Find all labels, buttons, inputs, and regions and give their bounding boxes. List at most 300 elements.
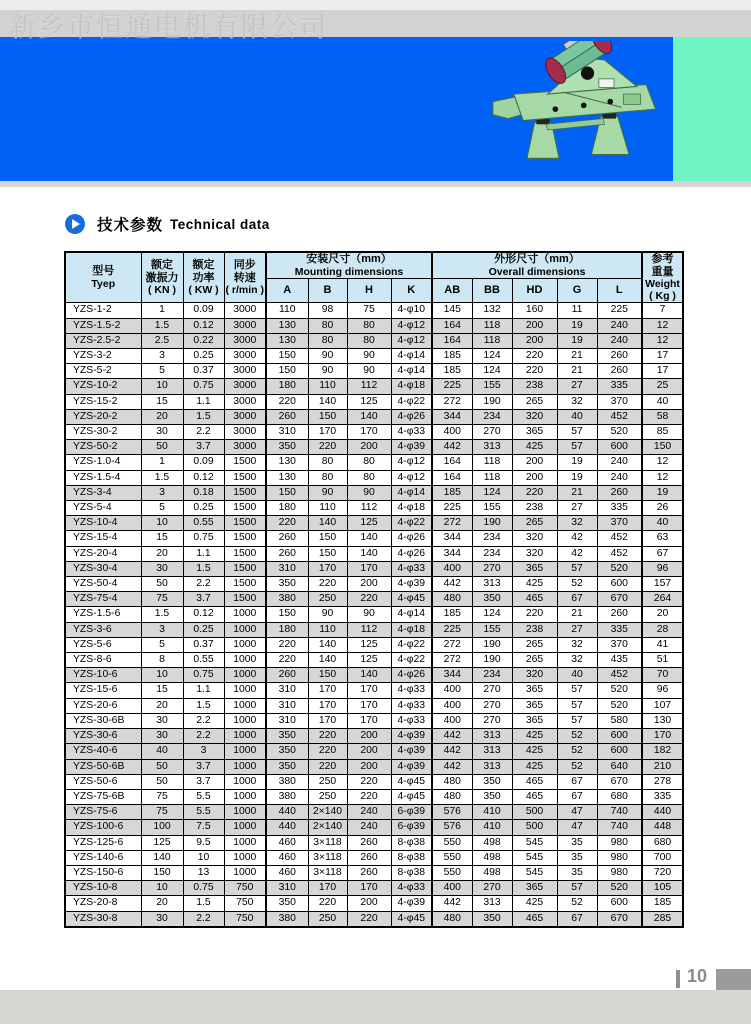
value-cell: 440 — [266, 820, 308, 835]
model-cell: YZS-20-6 — [65, 698, 141, 713]
value-cell: 4-φ12 — [391, 333, 432, 348]
value-cell: 170 — [308, 561, 347, 576]
value-cell: 20 — [141, 546, 183, 561]
value-cell: 220 — [308, 759, 347, 774]
value-cell: 125 — [141, 835, 183, 850]
value-cell: 125 — [347, 394, 391, 409]
value-cell: 670 — [597, 774, 642, 789]
value-cell: 80 — [308, 333, 347, 348]
value-cell: 4-φ22 — [391, 653, 432, 668]
value-cell: 980 — [597, 865, 642, 880]
value-cell: 3 — [183, 744, 224, 759]
value-cell: 335 — [597, 379, 642, 394]
value-cell: 170 — [347, 713, 391, 728]
value-cell: 278 — [642, 774, 683, 789]
value-cell: 200 — [512, 333, 557, 348]
table-row — [65, 394, 683, 409]
value-cell: 140 — [308, 637, 347, 652]
value-cell: 344 — [432, 668, 472, 683]
value-cell: 2.5 — [141, 333, 183, 348]
value-cell: 185 — [432, 349, 472, 364]
value-cell: 480 — [432, 774, 472, 789]
model-cell: YZS-3-2 — [65, 349, 141, 364]
value-cell: 3000 — [224, 394, 266, 409]
value-cell: 1500 — [224, 470, 266, 485]
value-cell: 750 — [224, 911, 266, 927]
value-cell: 260 — [597, 349, 642, 364]
value-cell: 4-φ33 — [391, 683, 432, 698]
value-cell: 185 — [432, 607, 472, 622]
value-cell: 180 — [266, 501, 308, 516]
value-cell: 435 — [597, 653, 642, 668]
value-cell: 4-φ33 — [391, 881, 432, 896]
value-cell: 550 — [432, 835, 472, 850]
value-cell: 190 — [472, 653, 512, 668]
value-cell: 80 — [347, 318, 391, 333]
value-cell: 260 — [266, 409, 308, 424]
value-cell: 150 — [308, 531, 347, 546]
model-cell: YZS-3-4 — [65, 485, 141, 500]
value-cell: 460 — [266, 835, 308, 850]
value-cell: 680 — [642, 835, 683, 850]
value-cell: 42 — [557, 546, 597, 561]
value-cell: 0.75 — [183, 668, 224, 683]
value-cell: 220 — [266, 394, 308, 409]
table-row — [65, 485, 683, 500]
value-cell: 442 — [432, 729, 472, 744]
value-cell: 17 — [642, 349, 683, 364]
value-cell: 320 — [512, 546, 557, 561]
value-cell: 260 — [597, 485, 642, 500]
table-row — [65, 881, 683, 896]
value-cell: 124 — [472, 607, 512, 622]
value-cell: 272 — [432, 637, 472, 652]
value-cell: 1000 — [224, 637, 266, 652]
value-cell: 498 — [472, 865, 512, 880]
value-cell: 425 — [512, 729, 557, 744]
value-cell: 19 — [557, 455, 597, 470]
value-cell: 4-φ39 — [391, 729, 432, 744]
value-cell: 58 — [642, 409, 683, 424]
value-cell: 8 — [141, 653, 183, 668]
value-cell: 2.2 — [183, 577, 224, 592]
value-cell: 270 — [472, 561, 512, 576]
value-cell: 310 — [266, 698, 308, 713]
value-cell: 4-φ39 — [391, 577, 432, 592]
mint-strip — [673, 37, 751, 181]
table-row — [65, 425, 683, 440]
value-cell: 150 — [266, 607, 308, 622]
value-cell: 442 — [432, 440, 472, 455]
model-cell: YZS-8-6 — [65, 653, 141, 668]
value-cell: 260 — [266, 531, 308, 546]
value-cell: 1500 — [224, 561, 266, 576]
value-cell: 10 — [141, 516, 183, 531]
value-cell: 0.09 — [183, 303, 224, 318]
value-cell: 250 — [308, 789, 347, 804]
value-cell: 600 — [597, 744, 642, 759]
value-cell: 145 — [432, 303, 472, 318]
value-cell: 498 — [472, 850, 512, 865]
value-cell: 170 — [308, 698, 347, 713]
value-cell: 1000 — [224, 850, 266, 865]
value-cell: 5.5 — [183, 805, 224, 820]
value-cell: 170 — [347, 683, 391, 698]
value-cell: 40 — [642, 516, 683, 531]
value-cell: 225 — [432, 501, 472, 516]
value-cell: 155 — [472, 622, 512, 637]
model-cell: YZS-100-6 — [65, 820, 141, 835]
value-cell: 310 — [266, 425, 308, 440]
value-cell: 140 — [308, 516, 347, 531]
value-cell: 3000 — [224, 349, 266, 364]
value-cell: 200 — [512, 318, 557, 333]
table-row — [65, 379, 683, 394]
value-cell: 3000 — [224, 440, 266, 455]
value-cell: 10 — [141, 379, 183, 394]
header-sub-K: K — [391, 279, 432, 303]
value-cell: 520 — [597, 881, 642, 896]
value-cell: 110 — [266, 303, 308, 318]
value-cell: 200 — [347, 729, 391, 744]
value-cell: 700 — [642, 850, 683, 865]
value-cell: 225 — [432, 379, 472, 394]
page-number-bar — [676, 970, 680, 988]
value-cell: 313 — [472, 744, 512, 759]
value-cell: 465 — [512, 789, 557, 804]
value-cell: 4-φ12 — [391, 470, 432, 485]
value-cell: 21 — [557, 349, 597, 364]
value-cell: 500 — [512, 820, 557, 835]
header-sub-A: A — [266, 279, 308, 303]
value-cell: 200 — [347, 759, 391, 774]
value-cell: 1 — [141, 303, 183, 318]
value-cell: 96 — [642, 561, 683, 576]
value-cell: 260 — [597, 607, 642, 622]
value-cell: 4-φ45 — [391, 592, 432, 607]
value-cell: 350 — [472, 592, 512, 607]
value-cell: 1000 — [224, 774, 266, 789]
value-cell: 112 — [347, 622, 391, 637]
value-cell: 4-φ39 — [391, 896, 432, 911]
value-cell: 26 — [642, 501, 683, 516]
value-cell: 452 — [597, 546, 642, 561]
value-cell: 225 — [597, 303, 642, 318]
value-cell: 576 — [432, 820, 472, 835]
value-cell: 3000 — [224, 364, 266, 379]
value-cell: 220 — [347, 911, 391, 927]
value-cell: 1500 — [224, 485, 266, 500]
value-cell: 442 — [432, 744, 472, 759]
value-cell: 260 — [266, 546, 308, 561]
value-cell: 28 — [642, 622, 683, 637]
value-cell: 150 — [308, 668, 347, 683]
value-cell: 480 — [432, 592, 472, 607]
value-cell: 220 — [512, 364, 557, 379]
value-cell: 1000 — [224, 865, 266, 880]
value-cell: 272 — [432, 653, 472, 668]
value-cell: 425 — [512, 440, 557, 455]
value-cell: 80 — [347, 333, 391, 348]
value-cell: 2×140 — [308, 805, 347, 820]
value-cell: 110 — [308, 379, 347, 394]
value-cell: 180 — [266, 622, 308, 637]
table-row — [65, 333, 683, 348]
play-icon — [65, 214, 85, 234]
value-cell: 2×140 — [308, 820, 347, 835]
value-cell: 17 — [642, 364, 683, 379]
value-cell: 90 — [347, 349, 391, 364]
value-cell: 9.5 — [183, 835, 224, 850]
value-cell: 155 — [472, 379, 512, 394]
value-cell: 4-φ22 — [391, 394, 432, 409]
value-cell: 67 — [557, 789, 597, 804]
value-cell: 440 — [266, 805, 308, 820]
header-group-mounting: 安装尺寸（mm） Mounting dimensions — [266, 252, 432, 279]
value-cell: 272 — [432, 516, 472, 531]
value-cell: 1000 — [224, 653, 266, 668]
value-cell: 4-φ14 — [391, 349, 432, 364]
value-cell: 0.37 — [183, 364, 224, 379]
header-weight: 参考 重量 Weight ( Kg ) — [642, 252, 683, 303]
value-cell: 350 — [472, 911, 512, 927]
header-group-overall: 外形尺寸（mm） Overall dimensions — [432, 252, 642, 279]
value-cell: 11 — [557, 303, 597, 318]
value-cell: 1.1 — [183, 546, 224, 561]
value-cell: 75 — [141, 789, 183, 804]
value-cell: 125 — [347, 516, 391, 531]
value-cell: 124 — [472, 349, 512, 364]
value-cell: 19 — [557, 333, 597, 348]
table-row — [65, 865, 683, 880]
table-row — [65, 820, 683, 835]
value-cell: 27 — [557, 622, 597, 637]
value-cell: 265 — [512, 637, 557, 652]
value-cell: 118 — [472, 455, 512, 470]
section-title-en: Technical data — [170, 216, 270, 232]
value-cell: 155 — [472, 501, 512, 516]
value-cell: 12 — [642, 318, 683, 333]
value-cell: 400 — [432, 425, 472, 440]
footer-corner-block — [716, 969, 751, 990]
value-cell: 313 — [472, 440, 512, 455]
value-cell: 90 — [308, 349, 347, 364]
value-cell: 350 — [266, 577, 308, 592]
value-cell: 140 — [141, 850, 183, 865]
value-cell: 3000 — [224, 379, 266, 394]
value-cell: 740 — [597, 805, 642, 820]
table-row — [65, 622, 683, 637]
table-row — [65, 364, 683, 379]
value-cell: 52 — [557, 896, 597, 911]
value-cell: 150 — [642, 440, 683, 455]
value-cell: 264 — [642, 592, 683, 607]
value-cell: 0.75 — [183, 531, 224, 546]
value-cell: 4-φ12 — [391, 455, 432, 470]
header-sub-HD: HD — [512, 279, 557, 303]
value-cell: 313 — [472, 729, 512, 744]
value-cell: 240 — [597, 333, 642, 348]
value-cell: 365 — [512, 881, 557, 896]
value-cell: 1.5 — [183, 698, 224, 713]
value-cell: 465 — [512, 774, 557, 789]
value-cell: 118 — [472, 333, 512, 348]
value-cell: 13 — [183, 865, 224, 880]
value-cell: 310 — [266, 881, 308, 896]
table-row — [65, 713, 683, 728]
value-cell: 425 — [512, 577, 557, 592]
model-cell: YZS-1.5-6 — [65, 607, 141, 622]
header-excitation-force: 额定 激振力 ( KN ) — [141, 252, 183, 303]
value-cell: 41 — [642, 637, 683, 652]
value-cell: 8-φ38 — [391, 835, 432, 850]
value-cell: 480 — [432, 911, 472, 927]
value-cell: 238 — [512, 501, 557, 516]
value-cell: 980 — [597, 850, 642, 865]
value-cell: 1500 — [224, 546, 266, 561]
value-cell: 50 — [141, 774, 183, 789]
value-cell: 5 — [141, 501, 183, 516]
value-cell: 452 — [597, 409, 642, 424]
value-cell: 220 — [266, 516, 308, 531]
value-cell: 3000 — [224, 303, 266, 318]
value-cell: 98 — [308, 303, 347, 318]
value-cell: 240 — [347, 820, 391, 835]
value-cell: 4-φ26 — [391, 546, 432, 561]
value-cell: 52 — [557, 759, 597, 774]
value-cell: 240 — [597, 455, 642, 470]
value-cell: 170 — [308, 425, 347, 440]
value-cell: 40 — [557, 409, 597, 424]
value-cell: 0.22 — [183, 333, 224, 348]
value-cell: 32 — [557, 394, 597, 409]
value-cell: 4-φ33 — [391, 698, 432, 713]
value-cell: 4-φ26 — [391, 409, 432, 424]
value-cell: 220 — [512, 485, 557, 500]
value-cell: 124 — [472, 485, 512, 500]
value-cell: 0.75 — [183, 881, 224, 896]
vibrating-screen-machine-image — [489, 41, 669, 165]
value-cell: 30 — [141, 561, 183, 576]
value-cell: 170 — [347, 561, 391, 576]
value-cell: 25 — [642, 379, 683, 394]
value-cell: 57 — [557, 713, 597, 728]
value-cell: 1.5 — [141, 318, 183, 333]
value-cell: 8-φ38 — [391, 865, 432, 880]
value-cell: 465 — [512, 592, 557, 607]
value-cell: 30 — [141, 911, 183, 927]
value-cell: 51 — [642, 653, 683, 668]
value-cell: 21 — [557, 485, 597, 500]
value-cell: 140 — [308, 394, 347, 409]
value-cell: 4-φ39 — [391, 759, 432, 774]
value-cell: 460 — [266, 850, 308, 865]
value-cell: 190 — [472, 637, 512, 652]
value-cell: 67 — [557, 911, 597, 927]
value-cell: 4-φ26 — [391, 531, 432, 546]
model-cell: YZS-10-6 — [65, 668, 141, 683]
value-cell: 50 — [141, 759, 183, 774]
value-cell: 1000 — [224, 729, 266, 744]
value-cell: 365 — [512, 698, 557, 713]
model-cell: YZS-20-2 — [65, 409, 141, 424]
company-title: 新乡市恒通电机有限公司 — [9, 12, 328, 42]
value-cell: 57 — [557, 683, 597, 698]
value-cell: 19 — [557, 470, 597, 485]
value-cell: 1500 — [224, 501, 266, 516]
value-cell: 52 — [557, 744, 597, 759]
model-cell: YZS-75-6 — [65, 805, 141, 820]
value-cell: 310 — [266, 713, 308, 728]
value-cell: 640 — [597, 759, 642, 774]
value-cell: 4-φ14 — [391, 607, 432, 622]
value-cell: 140 — [347, 531, 391, 546]
value-cell: 335 — [597, 501, 642, 516]
value-cell: 238 — [512, 379, 557, 394]
value-cell: 35 — [557, 835, 597, 850]
value-cell: 4-φ18 — [391, 379, 432, 394]
value-cell: 250 — [308, 774, 347, 789]
value-cell: 425 — [512, 896, 557, 911]
header-sub-B: B — [308, 279, 347, 303]
value-cell: 320 — [512, 668, 557, 683]
table-row — [65, 516, 683, 531]
value-cell: 40 — [557, 668, 597, 683]
value-cell: 190 — [472, 394, 512, 409]
value-cell: 130 — [266, 455, 308, 470]
model-cell: YZS-30-2 — [65, 425, 141, 440]
model-cell: YZS-20-8 — [65, 896, 141, 911]
value-cell: 35 — [557, 865, 597, 880]
value-cell: 225 — [432, 622, 472, 637]
value-cell: 1500 — [224, 455, 266, 470]
value-cell: 32 — [557, 637, 597, 652]
table-row — [65, 637, 683, 652]
value-cell: 4-φ14 — [391, 485, 432, 500]
value-cell: 4-φ22 — [391, 516, 432, 531]
model-cell: YZS-50-6B — [65, 759, 141, 774]
value-cell: 3000 — [224, 333, 266, 348]
value-cell: 75 — [347, 303, 391, 318]
value-cell: 75 — [141, 805, 183, 820]
value-cell: 234 — [472, 409, 512, 424]
value-cell: 150 — [141, 865, 183, 880]
value-cell: 265 — [512, 394, 557, 409]
value-cell: 270 — [472, 713, 512, 728]
header-sync-speed: 同步 转速 ( r/min ) — [224, 252, 266, 303]
value-cell: 150 — [308, 546, 347, 561]
model-cell: YZS-150-6 — [65, 865, 141, 880]
value-cell: 400 — [432, 713, 472, 728]
value-cell: 164 — [432, 318, 472, 333]
header-sub-H: H — [347, 279, 391, 303]
value-cell: 157 — [642, 577, 683, 592]
table-row — [65, 744, 683, 759]
value-cell: 4-φ12 — [391, 318, 432, 333]
value-cell: 380 — [266, 789, 308, 804]
value-cell: 452 — [597, 531, 642, 546]
value-cell: 32 — [557, 653, 597, 668]
model-cell: YZS-40-6 — [65, 744, 141, 759]
value-cell: 4-φ22 — [391, 637, 432, 652]
value-cell: 220 — [308, 729, 347, 744]
value-cell: 265 — [512, 653, 557, 668]
table-row — [65, 440, 683, 455]
value-cell: 260 — [597, 364, 642, 379]
value-cell: 2.2 — [183, 425, 224, 440]
value-cell: 50 — [141, 577, 183, 592]
value-cell: 2.2 — [183, 713, 224, 728]
